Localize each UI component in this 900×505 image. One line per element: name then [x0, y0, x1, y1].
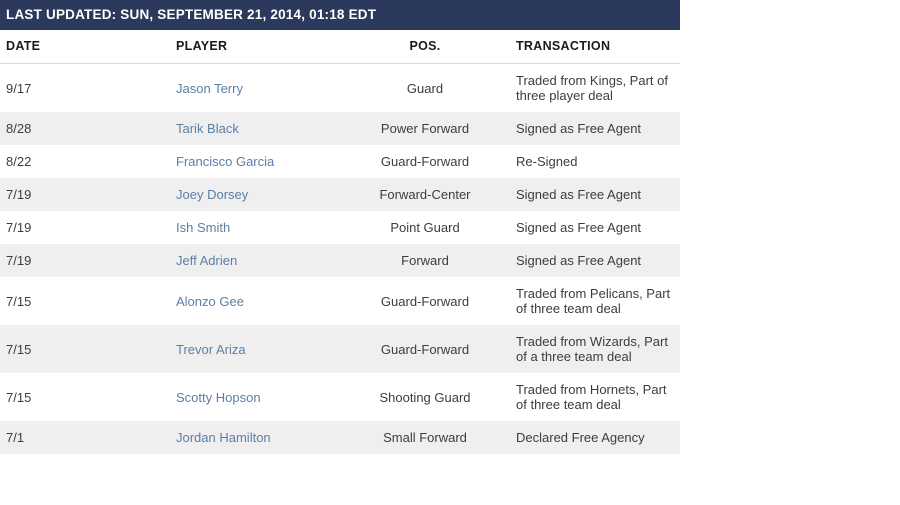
- cell-position: Small Forward: [340, 421, 510, 454]
- player-link[interactable]: Joey Dorsey: [176, 187, 249, 202]
- table-row: [0, 325, 680, 373]
- cell-position: Forward: [340, 244, 510, 277]
- cell-transaction: Traded from Kings, Part of three player deal: [510, 64, 680, 113]
- cell-position: Power Forward: [340, 112, 510, 145]
- cell-transaction: Traded from Pelicans, Part of three team deal: [510, 277, 680, 325]
- cell-date: 7/19: [0, 178, 170, 211]
- cell-player: [170, 178, 340, 211]
- table-row: [0, 178, 680, 211]
- cell-date: 9/17: [0, 64, 170, 113]
- cell-position: Guard: [340, 64, 510, 113]
- cell-player: [170, 325, 340, 373]
- column-header-transaction: TRANSACTION: [510, 30, 680, 64]
- table-row: [0, 373, 680, 421]
- column-header-pos: POS.: [340, 30, 510, 64]
- cell-position: Forward-Center: [340, 178, 510, 211]
- cell-position: Point Guard: [340, 211, 510, 244]
- table-row: [0, 112, 680, 145]
- table-row: [0, 277, 680, 325]
- cell-date: 7/1: [0, 421, 170, 454]
- cell-player: [170, 277, 340, 325]
- cell-player: [170, 112, 340, 145]
- player-link[interactable]: Trevor Ariza: [176, 341, 246, 357]
- cell-player: [170, 421, 340, 454]
- cell-transaction: Declared Free Agency: [510, 421, 680, 454]
- cell-transaction: Signed as Free Agent: [510, 211, 680, 244]
- cell-date: 7/15: [0, 325, 170, 373]
- player-link[interactable]: Jason Terry: [176, 80, 243, 96]
- column-header-row: [0, 30, 680, 64]
- cell-date: 7/15: [0, 373, 170, 421]
- table-body: [0, 64, 680, 455]
- cell-position: Guard-Forward: [340, 277, 510, 325]
- cell-player: [170, 145, 340, 178]
- table-row: [0, 244, 680, 277]
- column-header-player: PLAYER: [170, 30, 340, 64]
- table-head: [0, 0, 680, 64]
- cell-player: [170, 373, 340, 421]
- cell-player: [170, 64, 340, 113]
- table-row: [0, 145, 680, 178]
- cell-date: 7/19: [0, 244, 170, 277]
- cell-date: 8/22: [0, 145, 170, 178]
- cell-position: Guard-Forward: [340, 145, 510, 178]
- table-row: [0, 64, 680, 113]
- table-row: [0, 211, 680, 244]
- player-link[interactable]: Scotty Hopson: [176, 389, 261, 405]
- column-header-date: DATE: [0, 30, 170, 64]
- cell-transaction: Re-Signed: [510, 145, 680, 178]
- cell-position: Guard-Forward: [340, 325, 510, 373]
- cell-position: Shooting Guard: [340, 373, 510, 421]
- cell-transaction: Signed as Free Agent: [510, 244, 680, 277]
- player-link[interactable]: Francisco Garcia: [176, 154, 275, 169]
- table-row: [0, 421, 680, 454]
- cell-transaction: Signed as Free Agent: [510, 178, 680, 211]
- cell-date: 7/15: [0, 277, 170, 325]
- player-link[interactable]: Tarik Black: [176, 121, 239, 136]
- cell-date: 8/28: [0, 112, 170, 145]
- last-updated-banner: LAST UPDATED: SUN, SEPTEMBER 21, 2014, 01:18 EDT: [0, 0, 680, 30]
- last-updated-row: [0, 0, 680, 30]
- cell-transaction: Traded from Hornets, Part of three team deal: [510, 373, 680, 421]
- player-link[interactable]: Ish Smith: [176, 220, 231, 235]
- cell-player: [170, 211, 340, 244]
- player-link[interactable]: Alonzo Gee: [176, 293, 244, 309]
- player-link[interactable]: Jordan Hamilton: [176, 430, 271, 445]
- cell-date: 7/19: [0, 211, 170, 244]
- cell-transaction: Traded from Wizards, Part of a three team deal: [510, 325, 680, 373]
- player-link[interactable]: Jeff Adrien: [176, 253, 238, 268]
- cell-transaction: Signed as Free Agent: [510, 112, 680, 145]
- cell-player: [170, 244, 340, 277]
